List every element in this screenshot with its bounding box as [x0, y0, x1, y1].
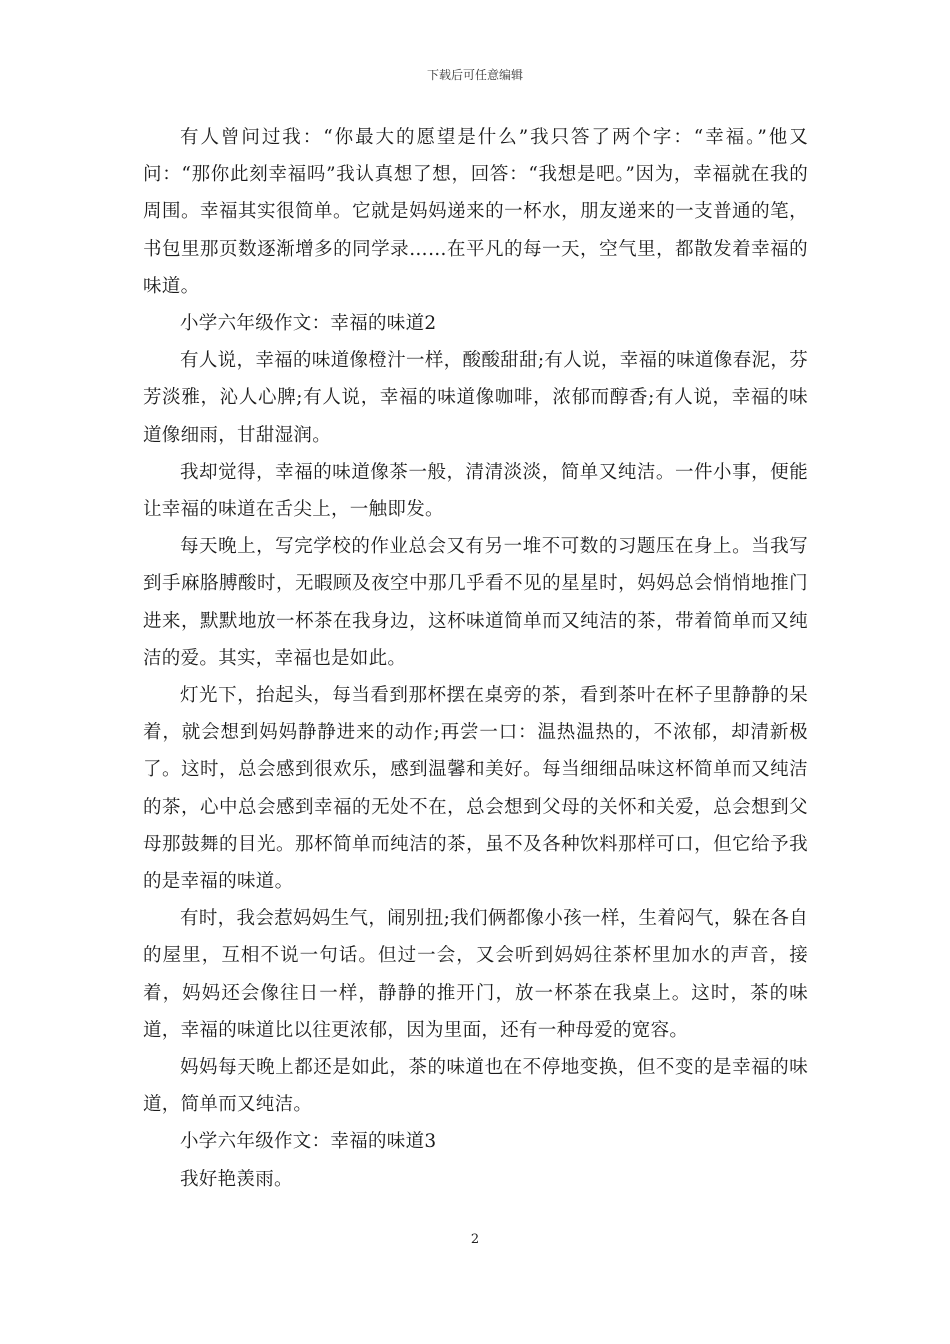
section-heading: 小学六年级作文：幸福的味道2: [180, 313, 437, 335]
paragraph: 我却觉得，幸福的味道像茶一般，清清淡淡，简单又纯洁。一件小事，便能让幸福的味道在舌尖上，一触即发。: [143, 461, 808, 521]
paragraph: 有人曾问过我：“你最大的愿望是什么”我只答了两个字：“幸福。”他又问：“那你此刻幸福吗”我认真想了想，回答：“我想是吧。”因为，幸福就在我的周围。幸福其实很简单。它就是妈妈递来的一杯水，朋友递来的一支普通的笔，书包里那页数逐渐增多的同学录……在平凡的每一天，空气里，都散发着幸福的味道。: [143, 127, 808, 297]
paragraph: 灯光下，抬起头，每当看到那杯摆在桌旁的茶，看到茶叶在杯子里静静的呆着，就会想到妈妈静静进来的动作;再尝一口：温热温热的，不浓郁，却清新极了。这时，总会感到很欢乐，感到温馨和美好。每当细细品味这杯简单而又纯洁的茶，心中总会感到幸福的无处不在，总会想到父母的关怀和关爱，总会想到父母那鼓舞的目光。那杯简单而纯洁的茶，虽不及各种饮料那样可口，但它给予我的是幸福的味道。: [143, 685, 808, 893]
paragraph: 每天晚上，写完学校的作业总会又有另一堆不可数的习题压在身上。当我写到手麻胳膊酸时，无暇顾及夜空中那几乎看不见的星星时，妈妈总会悄悄地推门进来，默默地放一杯茶在我身边，这杯味道简单而又纯洁的茶，带着简单而又纯洁的爱。其实，幸福也是如此。: [143, 536, 808, 669]
paragraph: 妈妈每天晚上都还是如此，茶的味道也在不停地变换，但不变的是幸福的味道，简单而又纯洁。: [143, 1057, 808, 1116]
section-heading: 小学六年级作文：幸福的味道3: [180, 1131, 437, 1153]
page-number: 2: [470, 1232, 480, 1247]
header-note: 下载后可任意编辑: [426, 68, 523, 82]
paragraph: 有人说，幸福的味道像橙汁一样，酸酸甜甜;有人说，幸福的味道像春泥，芬芳淡雅，沁人心脾;有人说，幸福的味道像咖啡，浓郁而醇香;有人说，幸福的味道像细雨，甘甜湿润。: [143, 350, 808, 446]
document-body: [143, 119, 808, 1198]
paragraph: 我好艳羡雨。: [180, 1168, 293, 1190]
paragraph: 有时，我会惹妈妈生气，闹别扭;我们俩都像小孩一样，生着闷气，躲在各自的屋里，互相不说一句话。但过一会，又会听到妈妈往茶杯里加水的声音，接着，妈妈还会像往日一样，静静的推开门，放一杯茶在我桌上。这时，茶的味道，幸福的味道比以往更浓郁，因为里面，还有一种母爱的宽容。: [143, 908, 808, 1041]
